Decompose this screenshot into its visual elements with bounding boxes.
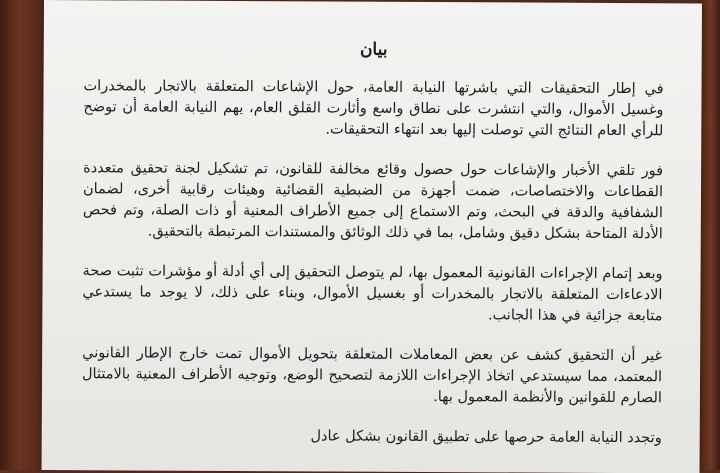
paragraph-1: في إطار التحقيقات التي باشرتها النيابة العامة، حول الإشاعات المتعلقة بالاتجار بالمخدرات وغسيل الأموال، والتي انتشرت على نطاق واسع وأثارت القلق العام، يهم النيابة العامة أن توضح للرأي العام النتائج التي توصلت إليها بعد انتهاء التحقيقات. <box>83 78 664 140</box>
wooden-surface-left <box>0 0 48 470</box>
paragraph-4: غير أن التحقيق كشف عن بعض المعاملات المتعلقة بتحويل الأموال تمت خارج الإطار القانوني المعتمد، مما سيستدعي اتخاذ الإجراءات اللازمة لتصحيح الوضع، وتوجيه الأطراف المعنية بالامتثال الصارم للقوانين والأنظمة المعمول بها. <box>81 345 663 407</box>
document-title: بيان <box>359 39 388 60</box>
paragraph-2: فور تلقي الأخبار والإشاعات حول حصول وقائع مخالفة للقانون، تم تشكيل لجنة تحقيق متعددة القطاعات والاختصاصات، ضمت أجهزة من الضبطية القضائية وهيئات رقابية أخرى، لضمان الشفافية والدقة في البحث، وتم الاستماع إلى جميع الأطراف المعنية أو ذات الصلة، وتم فحص الأدلة المتاحة بشكل دقيق وشامل، بما في ذلك الوثائق والمستندات المرتبطة بالتحقيق. <box>82 160 664 243</box>
paper-sheet <box>42 0 702 473</box>
paragraph-3: وبعد إتمام الإجراءات القانونية المعمول بها، لم يتوصل التحقيق إلى أي أدلة أو مؤشرات تثبت صحة الادعاءات المتعلقة بالاتجار بالمخدرات أو بغسيل الأموال، وبناء على ذلك، لا يوجد ما يستدعي متابعة جزائية في هذا الجانب. <box>82 263 663 325</box>
paragraph-5: وتجدد النيابة العامة حرصها على تطبيق القانون بشكل عادل <box>310 428 662 447</box>
statement-document <box>82 38 664 468</box>
